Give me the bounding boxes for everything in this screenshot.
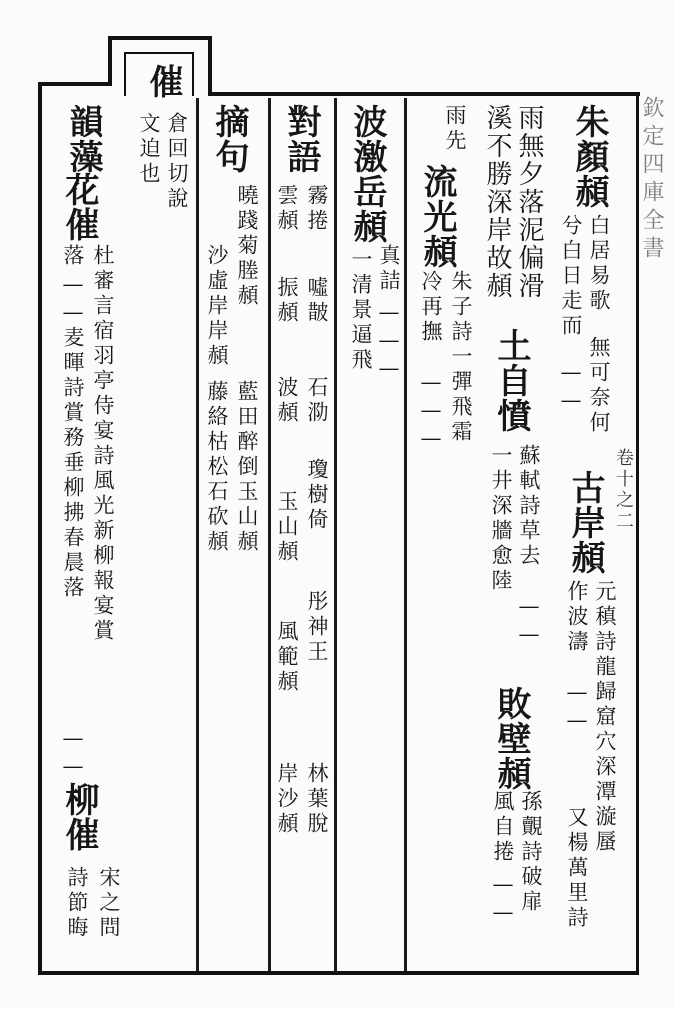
entry-note: 藤絡枯松石砍頳 xyxy=(205,380,229,555)
dash-mark: ——— xyxy=(419,370,443,454)
entry-note: 霧捲 xyxy=(305,184,329,234)
section-heading: 摘句 xyxy=(209,104,249,174)
entry-heading: 土自憤 xyxy=(491,328,531,433)
entry-note: 瓊樹倚 xyxy=(305,458,329,533)
entry-heading: 催 xyxy=(143,64,183,99)
entry-note: 石泐 xyxy=(305,376,329,426)
entry-note: 真詰 xyxy=(377,244,401,294)
frame-tab-inner xyxy=(124,52,194,54)
column-divider xyxy=(334,98,337,971)
entry-note: 朱子詩一彈飛霜 xyxy=(449,270,473,445)
entry-note: 岸沙頳 xyxy=(275,762,299,837)
entry-note: 風範頳 xyxy=(275,620,299,695)
frame-tab-top xyxy=(108,36,212,40)
entry-note: 冷再撫 xyxy=(419,270,443,345)
entry-note: 文迫也 xyxy=(137,112,161,187)
entry-note: 又楊萬里詩 xyxy=(565,806,589,931)
entry-note: 曉踐菊塍頳 xyxy=(235,184,259,309)
entry-note: 作波濤 xyxy=(565,580,589,655)
entry-note: 溪不勝深岸故頳 xyxy=(482,104,512,300)
entry-note: 落 xyxy=(61,244,85,269)
entry-note: 兮白日走而 xyxy=(559,214,583,339)
entry-note: 雨先 xyxy=(443,104,467,154)
frame-left xyxy=(38,82,42,975)
entry-note: 彤神王 xyxy=(305,590,329,665)
edge-volume: 卷十之二 xyxy=(613,448,634,532)
frame-tab-right xyxy=(208,36,212,96)
entry-note: 藍田醉倒玉山頳 xyxy=(235,380,259,555)
dash-mark: ——— xyxy=(377,300,401,384)
entry-heading: 古岸頳 xyxy=(565,470,605,575)
entry-note: 無可奈何 xyxy=(587,336,611,436)
entry-note: 詩節晦 xyxy=(65,866,89,941)
column-divider xyxy=(404,98,407,971)
entry-note: 麦暉詩賞務垂柳拂春晨落 xyxy=(61,326,85,601)
entry-heading: 朱顏頳 xyxy=(569,104,609,209)
entry-note: 波頳 xyxy=(275,376,299,426)
entry-note: 元稹詩龍歸窟穴深潭漩蜃 xyxy=(593,580,617,855)
dash-mark: —— xyxy=(559,360,583,416)
frame-tab-inner-left xyxy=(124,52,126,96)
entry-note: 一清景逼飛 xyxy=(349,248,373,373)
entry-heading: 花催 xyxy=(59,172,99,242)
dash-mark: —— xyxy=(61,726,85,782)
dash-mark: —— xyxy=(61,272,85,328)
entry-note: 蘇軾詩草去 xyxy=(517,444,541,569)
entry-note: 一井深牆愈陸 xyxy=(489,444,513,594)
section-heading: 對語 xyxy=(281,104,321,174)
entry-note: 白居易歌 xyxy=(587,214,611,314)
frame-top-left xyxy=(38,82,112,86)
entry-heading: 柳催 xyxy=(59,782,99,852)
entry-note: 噓皵 xyxy=(305,276,329,326)
entry-heading: 流光頳 xyxy=(417,164,457,269)
entry-note: 沙虛岸岸頳 xyxy=(205,244,229,369)
dash-mark: —— xyxy=(491,872,515,928)
section-heading: 韻藻 xyxy=(63,104,103,174)
entry-note: 玉山頳 xyxy=(275,490,299,565)
entry-note: 杜審言宿羽亭侍宴詩風光新柳報宴賞 xyxy=(91,244,115,644)
edge-header: 欽定四庫全書 xyxy=(639,96,664,264)
entry-note: 振頳 xyxy=(275,276,299,326)
entry-note: 倉回切說 xyxy=(165,112,189,212)
entry-note: 林葉脫 xyxy=(305,762,329,837)
frame-bottom xyxy=(38,971,638,975)
entry-note: 風自捲 xyxy=(491,790,515,865)
entry-heading: 波激岳頳 xyxy=(347,104,387,244)
column-divider xyxy=(196,98,199,971)
frame-tab-left xyxy=(108,38,112,86)
entry-note: 雲頳 xyxy=(275,184,299,234)
frame-top-right xyxy=(208,92,640,96)
dash-mark: —— xyxy=(565,680,589,736)
entry-heading: 敗壁頳 xyxy=(491,686,531,791)
entry-note: 宋之問 xyxy=(97,866,121,941)
column-divider xyxy=(268,98,271,971)
entry-note: 孫覿詩破扉 xyxy=(519,790,543,915)
dash-mark: —— xyxy=(517,594,541,650)
frame-tab-inner-right xyxy=(192,52,194,96)
entry-note: 雨無夕落泥偏滑 xyxy=(514,104,544,300)
